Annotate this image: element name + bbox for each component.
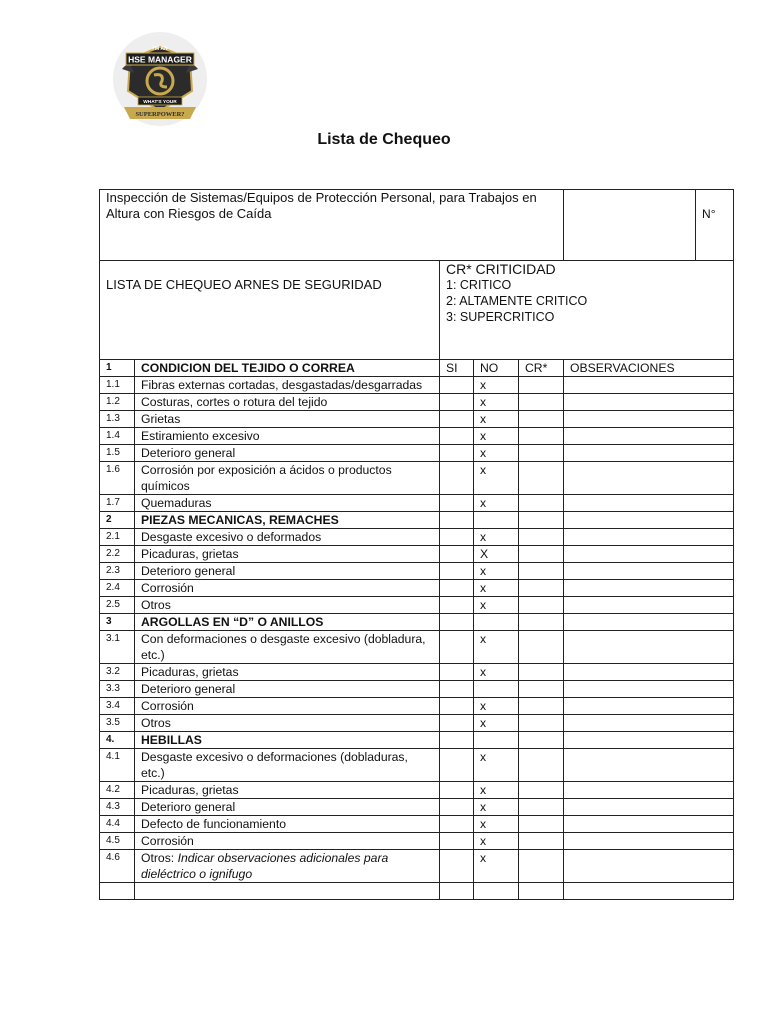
observation-cell [564, 529, 734, 546]
item-text [135, 394, 440, 411]
item-number: 4.3 [100, 799, 135, 816]
no-cell: x [474, 445, 519, 462]
observation-cell [564, 580, 734, 597]
item-number: 2.1 [100, 529, 135, 546]
empty-cell [135, 883, 440, 900]
table-row [100, 816, 734, 833]
item-text [135, 664, 440, 681]
item-text [135, 377, 440, 394]
item-label: Grietas [141, 412, 181, 426]
observation-cell [564, 394, 734, 411]
table-row [100, 377, 734, 394]
page-title: Lista de Chequeo [317, 131, 451, 148]
section-number: 2 [100, 512, 135, 529]
table-row [100, 411, 734, 428]
table-row [100, 850, 734, 883]
si-cell [440, 816, 474, 833]
section-number: 4. [100, 732, 135, 749]
table-row [100, 631, 734, 664]
item-label: Otros [141, 716, 171, 730]
table-row [100, 749, 734, 782]
si-cell [440, 782, 474, 799]
cr-cell [519, 445, 564, 462]
cr-cell [519, 597, 564, 614]
logo-sub-text: WHAT'S YOUR [143, 100, 177, 105]
item-number: 4.5 [100, 833, 135, 850]
item-label: Corrosión [141, 581, 194, 595]
si-cell [440, 614, 474, 631]
section-title: HEBILLAS [135, 732, 440, 749]
cr-cell [519, 631, 564, 664]
section-title: ARGOLLAS EN “D” O ANILLOS [135, 614, 440, 631]
empty-row [100, 883, 734, 900]
si-cell [440, 495, 474, 512]
no-cell: x [474, 495, 519, 512]
criticality-title: CR* CRITICIDAD [446, 261, 556, 277]
observation-cell [564, 563, 734, 580]
cr-cell [519, 732, 564, 749]
no-cell [474, 512, 519, 529]
item-number: 1.4 [100, 428, 135, 445]
cr-cell [519, 428, 564, 445]
item-number: 2.4 [100, 580, 135, 597]
observation-cell [564, 495, 734, 512]
no-cell: x [474, 631, 519, 664]
table-row [100, 529, 734, 546]
item-number: 1.6 [100, 462, 135, 495]
cr-cell [519, 782, 564, 799]
table-row [100, 715, 734, 732]
item-label: Deterioro general [141, 800, 236, 814]
table-row [100, 799, 734, 816]
item-number: 4.1 [100, 749, 135, 782]
item-number: 4.2 [100, 782, 135, 799]
item-label: Otros [141, 598, 171, 612]
section-header-row [100, 360, 734, 377]
si-cell [440, 462, 474, 495]
table-row [100, 664, 734, 681]
no-cell: x [474, 411, 519, 428]
no-cell: x [474, 833, 519, 850]
obs-cell [564, 512, 734, 529]
criticality-level-3: 3: SUPERCRITICO [446, 310, 555, 324]
item-text [135, 782, 440, 799]
no-cell: x [474, 462, 519, 495]
item-number: 1.2 [100, 394, 135, 411]
no-cell: x [474, 799, 519, 816]
item-text [135, 411, 440, 428]
checklist-table [99, 189, 734, 900]
si-cell [440, 715, 474, 732]
si-cell [440, 664, 474, 681]
item-label: Otros: [141, 851, 178, 865]
empty-cell [440, 883, 474, 900]
item-italic-note: Indicar observaciones adicionales para dieléctrico o ignifugo [141, 851, 389, 881]
item-number: 1.1 [100, 377, 135, 394]
section-header-row [100, 732, 734, 749]
si-cell [440, 563, 474, 580]
observation-cell [564, 462, 734, 495]
si-cell [440, 529, 474, 546]
item-number: 2.5 [100, 597, 135, 614]
cr-cell [519, 698, 564, 715]
observation-cell [564, 749, 734, 782]
criticality-box [440, 261, 734, 360]
table-row [100, 681, 734, 698]
item-label: Picaduras, grietas [141, 547, 239, 561]
item-number: 4.4 [100, 816, 135, 833]
observation-cell [564, 816, 734, 833]
no-cell: x [474, 563, 519, 580]
si-cell [440, 732, 474, 749]
logo-top-text: I'M AN [152, 46, 168, 52]
no-cell: x [474, 850, 519, 883]
inspection-text: Inspección de Sistemas/Equipos de Protección Personal, para Trabajos en Altura con Riesgos de Caída [100, 190, 564, 261]
item-number: 1.5 [100, 445, 135, 462]
si-cell [440, 445, 474, 462]
item-label: Desgaste excesivo o deformaciones (dobladuras, etc.) [141, 750, 408, 780]
checklist-header-row [100, 261, 734, 360]
item-text [135, 563, 440, 580]
item-label: Estiramiento excesivo [141, 429, 260, 443]
table-row [100, 782, 734, 799]
cr-cell [519, 580, 564, 597]
si-cell [440, 377, 474, 394]
checklist-title: LISTA DE CHEQUEO ARNES DE SEGURIDAD [100, 261, 440, 360]
table-row [100, 394, 734, 411]
no-cell: x [474, 377, 519, 394]
no-cell: x [474, 816, 519, 833]
si-cell [440, 580, 474, 597]
observation-cell [564, 664, 734, 681]
item-number: 4.6 [100, 850, 135, 883]
logo-main-text: HSE MANAGER [128, 54, 192, 65]
cr-cell [519, 816, 564, 833]
section-header-row [100, 512, 734, 529]
cr-cell [519, 563, 564, 580]
item-number: 3.3 [100, 681, 135, 698]
column-cr: CR* [519, 360, 564, 377]
cr-cell [519, 462, 564, 495]
item-text [135, 816, 440, 833]
hse-manager-logo [112, 29, 208, 129]
no-cell [474, 681, 519, 698]
no-cell: x [474, 715, 519, 732]
observation-cell [564, 782, 734, 799]
item-number: 3.1 [100, 631, 135, 664]
no-cell: x [474, 664, 519, 681]
no-cell: x [474, 428, 519, 445]
observation-cell [564, 833, 734, 850]
item-number: 2.3 [100, 563, 135, 580]
item-label: Costuras, cortes o rotura del tejido [141, 395, 328, 409]
no-cell: x [474, 529, 519, 546]
item-number: 1.7 [100, 495, 135, 512]
empty-cell [474, 883, 519, 900]
item-label: Deterioro general [141, 564, 236, 578]
table-row [100, 597, 734, 614]
item-text [135, 833, 440, 850]
column-observaciones: OBSERVACIONES [564, 360, 734, 377]
observation-cell [564, 428, 734, 445]
column-no: NO [474, 360, 519, 377]
logo-ribbon-text: SUPERPOWER? [135, 111, 185, 118]
observation-cell [564, 445, 734, 462]
criticality-level-1: 1: CRITICO [446, 278, 512, 292]
table-row [100, 698, 734, 715]
si-cell [440, 512, 474, 529]
empty-cell [564, 883, 734, 900]
si-cell [440, 698, 474, 715]
item-number: 3.4 [100, 698, 135, 715]
item-text [135, 546, 440, 563]
table-row [100, 495, 734, 512]
item-text [135, 799, 440, 816]
inspection-header-row [100, 190, 734, 261]
table-row [100, 580, 734, 597]
item-label: Picaduras, grietas [141, 665, 239, 679]
item-label: Con deformaciones o desgaste excesivo (dobladura, etc.) [141, 632, 426, 662]
cr-cell [519, 529, 564, 546]
si-cell [440, 546, 474, 563]
item-text [135, 428, 440, 445]
observation-cell [564, 597, 734, 614]
item-text [135, 681, 440, 698]
item-text [135, 631, 440, 664]
no-cell [474, 732, 519, 749]
no-cell: x [474, 698, 519, 715]
cr-cell [519, 614, 564, 631]
criticality-level-2: 2: ALTAMENTE CRITICO [446, 294, 588, 308]
table-row [100, 445, 734, 462]
empty-cell [100, 883, 135, 900]
item-label: Picaduras, grietas [141, 783, 239, 797]
si-cell [440, 631, 474, 664]
si-cell [440, 428, 474, 445]
cr-cell [519, 664, 564, 681]
cr-cell [519, 715, 564, 732]
observation-cell [564, 681, 734, 698]
table-row [100, 428, 734, 445]
item-label: Defecto de funcionamiento [141, 817, 286, 831]
cr-cell [519, 799, 564, 816]
item-label: Fibras externas cortadas, desgastadas/desgarradas [141, 378, 423, 392]
no-cell [474, 614, 519, 631]
obs-cell [564, 732, 734, 749]
item-label: Deterioro general [141, 446, 236, 460]
si-cell [440, 681, 474, 698]
table-row [100, 462, 734, 495]
si-cell [440, 749, 474, 782]
cr-cell [519, 411, 564, 428]
cr-cell [519, 850, 564, 883]
item-label: Corrosión por exposición a ácidos o productos químicos [141, 463, 392, 493]
si-cell [440, 833, 474, 850]
cr-cell [519, 833, 564, 850]
table-row [100, 563, 734, 580]
observation-cell [564, 411, 734, 428]
si-cell [440, 799, 474, 816]
item-text [135, 529, 440, 546]
si-cell [440, 597, 474, 614]
si-cell [440, 394, 474, 411]
si-cell [440, 850, 474, 883]
item-label: Deterioro general [141, 682, 236, 696]
no-cell: x [474, 394, 519, 411]
item-label: Desgaste excesivo o deformados [141, 530, 322, 544]
cr-cell [519, 749, 564, 782]
item-text [135, 462, 440, 495]
empty-cell [519, 883, 564, 900]
item-label: Corrosión [141, 699, 194, 713]
item-text [135, 580, 440, 597]
no-cell: x [474, 749, 519, 782]
column-si: SI [440, 360, 474, 377]
item-text [135, 698, 440, 715]
item-number: 2.2 [100, 546, 135, 563]
obs-cell [564, 614, 734, 631]
item-text [135, 850, 440, 883]
item-number: 1.3 [100, 411, 135, 428]
item-label: Corrosión [141, 834, 194, 848]
cr-cell [519, 394, 564, 411]
no-cell: x [474, 597, 519, 614]
item-text [135, 715, 440, 732]
item-number: 3.2 [100, 664, 135, 681]
section-number: 1 [100, 360, 135, 377]
item-text [135, 445, 440, 462]
no-cell: x [474, 782, 519, 799]
item-text [135, 495, 440, 512]
section-header-row [100, 614, 734, 631]
cr-cell [519, 546, 564, 563]
si-cell [440, 411, 474, 428]
observation-cell [564, 698, 734, 715]
cr-cell [519, 681, 564, 698]
section-title: CONDICION DEL TEJIDO O CORREA [135, 360, 440, 377]
item-number: 3.5 [100, 715, 135, 732]
observation-cell [564, 631, 734, 664]
item-label: Quemaduras [141, 496, 212, 510]
cr-cell [519, 377, 564, 394]
cr-cell [519, 512, 564, 529]
section-title: PIEZAS MECANICAS, REMACHES [135, 512, 440, 529]
observation-cell [564, 799, 734, 816]
observation-cell [564, 715, 734, 732]
cr-cell [519, 495, 564, 512]
table-row [100, 546, 734, 563]
item-text [135, 749, 440, 782]
item-text [135, 597, 440, 614]
no-cell: x [474, 580, 519, 597]
observation-cell [564, 850, 734, 883]
observation-cell [564, 546, 734, 563]
observation-cell [564, 377, 734, 394]
section-number: 3 [100, 614, 135, 631]
table-row [100, 833, 734, 850]
number-label: N° [695, 190, 733, 260]
no-cell: X [474, 546, 519, 563]
